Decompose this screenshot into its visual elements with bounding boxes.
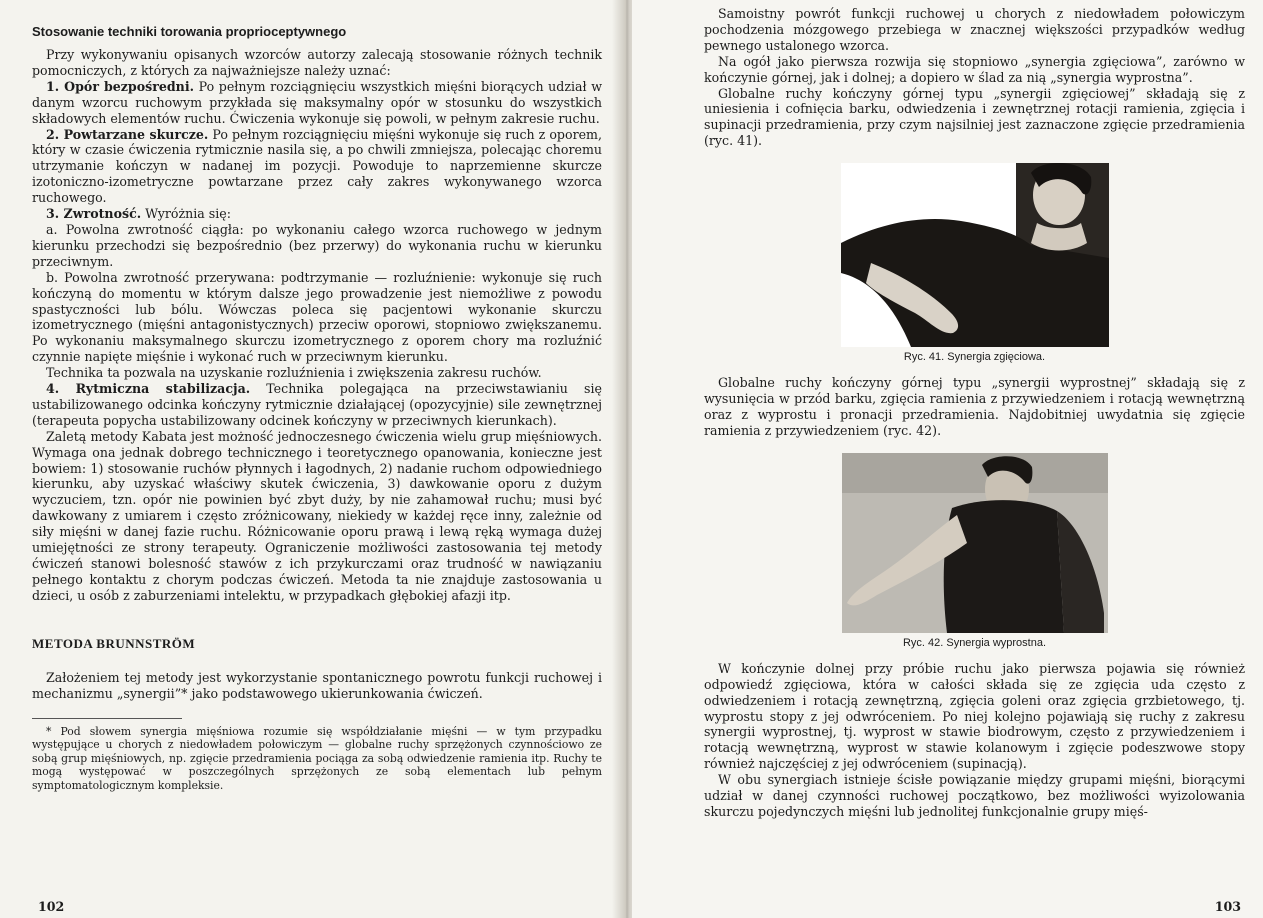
page-number: 102 — [38, 899, 65, 914]
figure-41 — [704, 163, 1245, 363]
list-item-text: Po pełnym rozciągnięciu mięśni wykonuje się ruch z oporem, który w czasie ćwiczenia rytmicznie nasila się, a po chwili zmniejsza, polecając choremu utrzymanie kończyn w nadanej im pozycji. Powoduje to naprzemienne skurcze izotoniczno-izometryczne powtarzane przez cały zakres wykonywanego wzorca ruchowego. — [32, 126, 602, 206]
paragraph-globalne-wyprostna: Globalne ruchy kończyny górnej typu „synergii wyprostnej” składają się z wysunięcia w przód barku, zgięcia ramienia z przywiedzeniem i rotacją wewnętrzną oraz z wyprostu i pronacji przedramienia. Najdobitniej uwydatnia się zgięcie ramienia z przywiedzeniem (ryc. 42). — [704, 375, 1245, 438]
photo-synergia-wyprostna — [842, 453, 1108, 633]
list-item-label: 4. Rytmiczna stabilizacja. — [46, 381, 251, 397]
right-page — [632, 0, 1263, 918]
list-item-label: 3. Zwrotność. — [46, 206, 142, 222]
list-item-text: Po pełnym rozciągnięciu wszystkich mięśni biorących udział w danym wzorcu ruchowym przykłada się maksymalny opór w stosunku do wszystkich składowych elementów ruchu. Ćwiczenia wykonuje się powoli, w pełnym zakresie ruchu. — [32, 78, 602, 126]
photo-synergia-zgieciowa — [841, 163, 1109, 347]
list-item-stabilizacja — [32, 381, 602, 429]
figure-42-caption: Ryc. 42. Synergia wyprostna. — [902, 636, 1047, 649]
paragraph-technika: Technika ta pozwala na uzyskanie rozluźnienia i zwiększenia zakresu ruchów. — [46, 365, 542, 381]
paragraph-na-ogol: Na ogół jako pierwsza rozwija się stopniowo „synergia zgięciowa”, zarówno w kończynie górnej, jak i dolnej; a dopiero w ślad za nią „synergia wyprostna”. — [704, 53, 1245, 85]
paragraph-konczynie-dolnej: W kończynie dolnej przy próbie ruchu jako pierwsza pojawia się również odpowiedź zgięciowa, która w całości składa się ze zgięcia uda często z odwiedzeniem i rotacją zewnętrzną, zgięcia goleni oraz zgięcia grzbietowego, tj. wyprostu stopy z jej odwróceniem. Po niej kolejno pojawiają się ruchy z zakresu synergii wyprostnej, tj. wyprost w stawie biodrowym, często z przywiedzeniem i rotacją wewnętrzną, wyprost w stawie kolanowym i zgięcie podeszwowe stopy również najczęściej z jej odwróceniem (supinacją). — [704, 660, 1245, 772]
list-item-opor — [32, 79, 602, 127]
paragraph-zaleta: Zaletą metody Kabata jest możność jednoczesnego ćwiczenia wielu grup mięśniowych. Wymaga ona jednak dobrego technicznego i teoretycznego opanowania, konieczne jest bowiem: 1) stosowanie ruchów płynnych i łagodnych, 2) nadanie ruchom odpowiedniego kierunku, aby uzyskać właściwy skutek ćwiczenia, 3) dawkowanie oporu z dużym wyczuciem, tzn. opór nie powinien być zbyt duży, by nie zahamował ruchu; musi być dawkowany z umiarem i często zróżnicowany, niekiedy w każdej ręce inny, zależnie od siły mięśni w danej fazie ruchu. Różnicowanie oporu prawą i lewą ręką wymaga dużej umiejętności ze strony terapeuty. Ograniczenie możliwości zastosowania tej metody ćwiczeń stanowi bolesność stawów z ich przykurczami oraz trudność w nawiązaniu pełnego kontaktu z chorym podczas ćwiczeń. Metoda ta nie znajduje zastosowania u dzieci, u osób z zaburzeniami intelektu, w przypadkach głębokiej afazji itp. — [32, 428, 602, 603]
sub-item-b: b. Powolna zwrotność przerywana: podtrzymanie — rozluźnienie: wykonuje się ruch kończyną do momentu w którym dalsze jego prowadzenie jest niemożliwe z powodu spastyczności lub bólu. Wówczas poleca się pacjentowi wykonanie skurczu izometrycznego (mięśni antagonistycznych) przeciw oporowi, stopniowo zwiększanemu. Po wykonaniu maksymalnego skurczu izometrycznego z oporem chory ma rozluźnić czynnie napięte mięśnie i wykonać ruch w przeciwnym kierunku. — [32, 269, 602, 365]
sub-item-a: a. Powolna zwrotność ciągła: po wykonaniu całego wzorca ruchowego w jednym kierunku przechodzi się bezpośrednio (bez przerwy) do wykonania ruchu w kierunku przeciwnym. — [32, 221, 602, 269]
left-page-heading: Stosowanie techniki torowania proprioceptywnego — [32, 24, 347, 39]
footnote-text: * Pod słowem synergia mięśniowa rozumie się współdziałanie mięśni — w tym przypadku występujące u chorych z niedowładem połowiczym — globalne ruchy sprzężonych czynnościowo ze sobą grup mięśniowych, np. zgięcie przedramienia pociąga za sobą odwiedzenie ramienia itp. Ruchy te mogą występować w poszczególnych sprzężonych ze sobą elementach lub pełnym symptomatologicznym kompleksie. — [32, 724, 602, 792]
paragraph-samoistny: Samoistny powrót funkcji ruchowej u chorych z niedowładem połowiczym pochodzenia mózgowego przebiega w znacznej większości przypadków według pewnego ustalonego wzorca. — [704, 6, 1245, 53]
list-item-label: 1. Opór bezpośredni. — [46, 78, 194, 94]
figure-41-caption: Ryc. 41. Synergia zgięciowa. — [903, 351, 1046, 364]
paragraph-intro: Przy wykonywaniu opisanych wzorców autorzy zalecają stosowanie różnych technik pomocniczych, z których za najważniejsze należy uznać: — [32, 47, 602, 78]
list-item-text: Technika polegająca na przeciwstawianiu się ustabilizowanego odcinka kończyny rytmicznie działającej (opozycyjnie) sile zewnętrznej (terapeuta popycha ustabilizowany odcinek kończyny w przeciwnych kierunkach). — [32, 381, 602, 428]
left-page — [0, 0, 622, 918]
paragraph-w-obu-synergiach: W obu synergiach istnieje ścisłe powiązanie między grupami mięśni, biorącymi udział w danej czynności ruchowej początkowo, bez możliwości wyizolowania skurczu pojedynczych mięśni lub jednolitej funkcjonalnie grupy mięś- — [704, 772, 1245, 819]
list-item-text: Wyróżnia się: — [141, 206, 231, 222]
paragraph-globalne-zgieciowa: Globalne ruchy kończyny górnej typu „synergii zgięciowej” składają się z uniesienia i cofnięcia barku, odwiedzenia i zewnętrznej rotacji ramienia, zgięcia i supinacji przedramienia, przy czym najsilniej jest zaznaczone zgięcie przedramienia (ryc. 41). — [704, 85, 1245, 149]
section-title: METODA BRUNNSTRÖM — [32, 635, 196, 651]
page-number: 103 — [1214, 899, 1241, 914]
figure-42 — [704, 453, 1245, 649]
list-item-zwrotnosc — [32, 206, 602, 222]
list-item-powtarzane — [32, 127, 602, 207]
footnote — [32, 725, 602, 793]
footnote-divider — [32, 718, 182, 719]
list-item-label: 2. Powtarzane skurcze. — [46, 126, 209, 142]
paragraph-zalozeniem: Założeniem tej metody jest wykorzystanie spontanicznego powrotu funkcji ruchowej i mechanizmu „synergii”* jako podstawowego ukierunkowania ćwiczeń. — [32, 669, 602, 701]
